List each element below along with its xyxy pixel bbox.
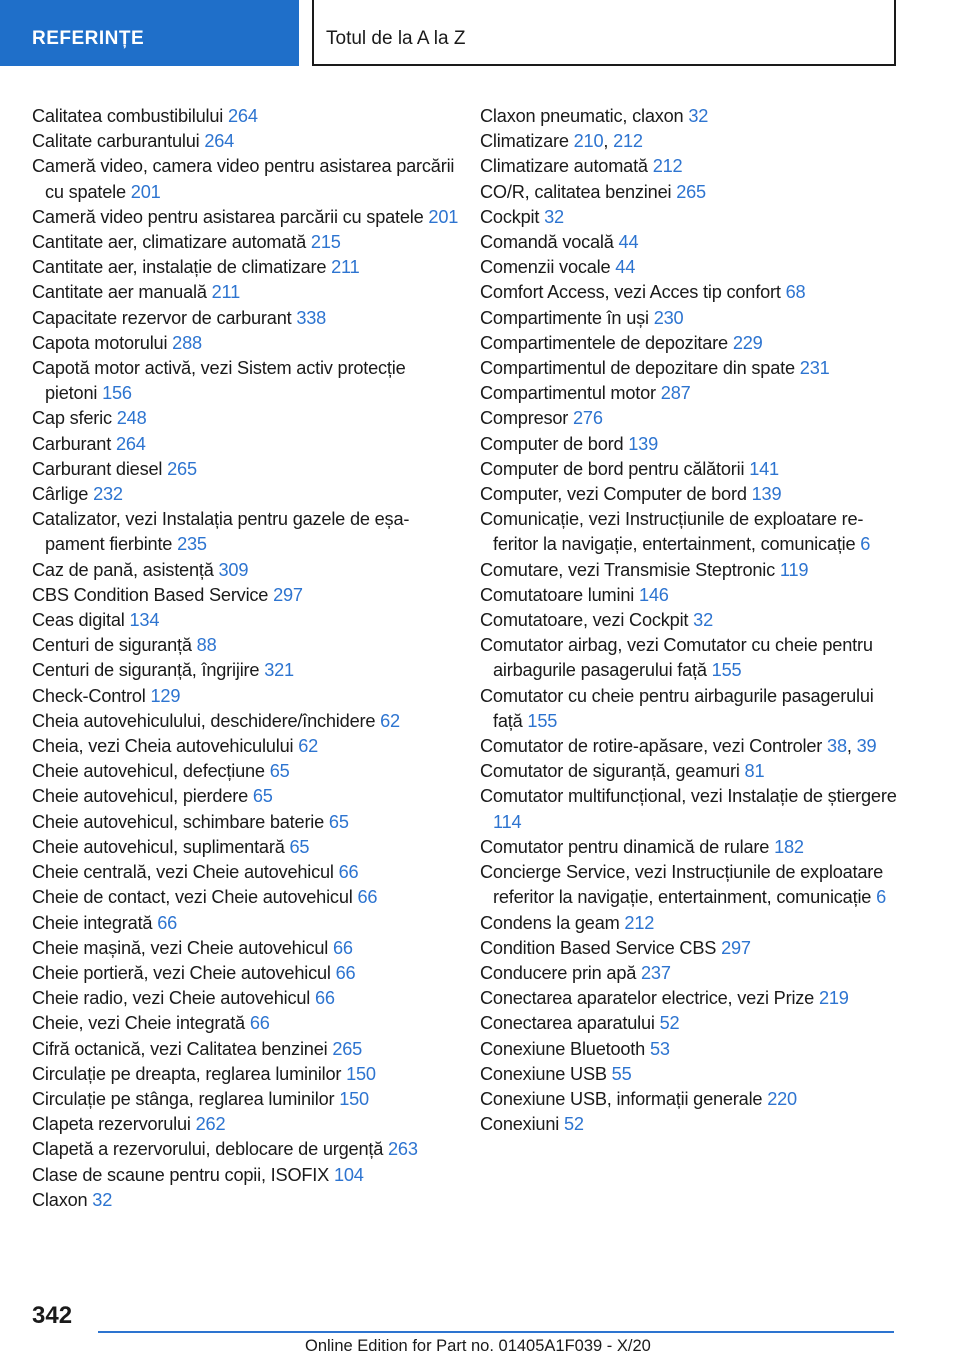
page-reference-link[interactable]: 139 — [628, 433, 659, 454]
page-reference-link[interactable]: 248 — [116, 408, 147, 429]
page-reference-link[interactable]: 104 — [333, 1164, 364, 1185]
index-entry — [480, 432, 900, 457]
index-entry — [480, 180, 900, 205]
page-reference-link[interactable]: 44 — [615, 257, 636, 278]
page-reference-link[interactable]: 297 — [721, 937, 751, 958]
page-header — [0, 0, 960, 66]
index-entry-text: Clapetă a rezervorului, deblocare de urgență — [32, 1139, 384, 1160]
index-entry-text: Centuri de siguranță, îngrijire — [32, 660, 260, 681]
index-entry-text: Concierge Service, vezi Instrucțiunile de exploatare referitor la navigație, entertainment, comunicație — [480, 862, 884, 908]
index-entry — [480, 784, 900, 834]
page-reference-link[interactable]: 65 — [328, 811, 349, 832]
index-entry-text: Cameră video, camera video pentru asistarea parcării cu spatele — [32, 156, 455, 202]
page-reference-link[interactable]: 6 — [876, 887, 886, 908]
index-entry — [32, 1037, 462, 1062]
index-entry — [32, 255, 462, 280]
index-entry-text: Comenzii vocale — [480, 257, 611, 278]
index-entry — [32, 356, 462, 406]
index-entry-text: Compresor — [480, 408, 569, 429]
index-entry-text: Cheie mașină, vezi Cheie autovehicul — [32, 937, 329, 958]
footer-edition-text: Online Edition for Part no. 01405A1F039 - X/20 — [305, 1337, 651, 1355]
page-reference-link[interactable]: 182 — [774, 836, 804, 857]
index-entry — [480, 356, 900, 381]
index-entry-text: Comutatoare lumini — [480, 584, 635, 605]
index-entry-text: Claxon — [32, 1189, 88, 1210]
chapter-title-box — [312, 0, 896, 66]
index-entry — [480, 306, 900, 331]
index-entry — [32, 885, 462, 910]
index-entry-text: Capotă motor activă, vezi Sistem activ protecție pietoni — [32, 358, 406, 404]
index-entry-text: Capacitate rezervor de carburant — [32, 307, 292, 328]
index-entry-text: Comutare, vezi Transmisie Steptronic — [480, 559, 776, 580]
page-reference-link[interactable]: 321 — [264, 660, 294, 681]
index-entry — [32, 1163, 462, 1188]
index-entry-text: Cheie centrală, vezi Cheie autovehicul — [32, 862, 334, 883]
index-entry-text: Conectarea aparatelor electrice, vezi Prize — [480, 988, 815, 1009]
index-entry-text: Circulație pe stânga, reglarea luminilor — [32, 1088, 335, 1109]
index-entry — [32, 1112, 462, 1137]
page-reference-link[interactable]: 52 — [659, 1013, 680, 1034]
page-reference-link[interactable]: 119 — [779, 559, 809, 580]
page-reference-link[interactable]: 65 — [252, 786, 273, 807]
page-reference-link[interactable]: 141 — [749, 458, 779, 479]
index-entry — [480, 406, 900, 431]
index-entry — [32, 1011, 462, 1036]
page-reference-link[interactable]: 237 — [641, 962, 671, 983]
index-entry-text: Comutatoare, vezi Cockpit — [480, 610, 689, 631]
index-entry-text: Comutator de rotire-apăsare, vezi Controler — [480, 736, 823, 757]
index-entry — [480, 230, 900, 255]
chapter-title: Totul de la A la Z — [326, 28, 466, 49]
index-entry-text: Computer de bord — [480, 433, 624, 454]
page-reference-link[interactable]: 309 — [218, 559, 249, 580]
page-reference-link[interactable]: 211 — [211, 282, 241, 303]
index-entry-text: CO/R, calitatea benzinei — [480, 181, 672, 202]
index-entry-text: Comutator multifuncțional, vezi Instalație de știergere — [480, 786, 897, 807]
index-entry-text: Cantitate aer, instalație de climatizare — [32, 257, 327, 278]
index-entry — [32, 860, 462, 885]
index-entry — [32, 104, 462, 129]
page-reference-link[interactable]: 263 — [388, 1139, 418, 1160]
page-number: 342 — [32, 1302, 73, 1329]
page-reference-link[interactable]: 210 — [573, 131, 604, 152]
index-entry-text: Calitatea combustibilului — [32, 106, 224, 126]
index-entry-text: Cheie portieră, vezi Cheie autovehicul — [32, 962, 331, 983]
index-entry-text: Climatizare automată — [480, 156, 648, 177]
index-entry-text: Clapeta rezervorului — [32, 1114, 191, 1135]
section-tab[interactable] — [0, 0, 299, 66]
index-entry — [480, 457, 900, 482]
page-reference-link[interactable]: 150 — [339, 1088, 369, 1109]
page-reference-link[interactable]: 230 — [653, 307, 684, 328]
index-entry — [480, 280, 900, 305]
index-entry-text: Cheie autovehicul, defecțiune — [32, 761, 265, 782]
index-entry-text: Condens la geam — [480, 912, 620, 933]
index-entry — [480, 860, 900, 910]
page-reference-link[interactable]: 32 — [92, 1189, 113, 1210]
index-entry-text: Comunicație, vezi Instrucțiunile de exploatare referitor la navigație, entertainment, comunicație — [480, 509, 864, 555]
index-entry — [32, 608, 462, 633]
page-reference-link[interactable]: 212 — [652, 156, 683, 177]
page-reference-link[interactable]: 155 — [527, 710, 558, 731]
page-reference-link[interactable]: 114 — [493, 811, 522, 832]
index-entry — [32, 1062, 462, 1087]
page-reference-link[interactable]: 156 — [102, 383, 132, 404]
page-reference-link[interactable]: 39 — [856, 736, 877, 757]
index-entry-text: Cheie autovehicul, schimbare baterie — [32, 811, 325, 832]
page-reference-link[interactable]: 88 — [196, 635, 217, 656]
index-entry — [480, 104, 900, 129]
index-entry-text: Comutator pentru dinamică de rulare — [480, 836, 770, 857]
index-column-right — [480, 104, 900, 1137]
page-reference-link[interactable]: 134 — [129, 610, 160, 631]
page-reference-link[interactable]: 262 — [195, 1114, 226, 1135]
index-entry — [32, 154, 462, 204]
page-reference-link[interactable]: 229 — [732, 332, 763, 353]
index-entry-text: Ceas digital — [32, 610, 125, 631]
index-entry — [32, 280, 462, 305]
index-entry — [480, 482, 900, 507]
index-entry-text: Cheia, vezi Cheia autovehiculului — [32, 736, 294, 757]
index-entry — [480, 1087, 900, 1112]
index-entry — [32, 784, 462, 809]
index-entry — [480, 936, 900, 961]
page-reference-link[interactable]: 155 — [711, 660, 742, 681]
index-entry — [32, 911, 462, 936]
page-reference-link[interactable]: 215 — [310, 232, 341, 253]
page-reference-link[interactable]: 6 — [860, 534, 871, 555]
index-entry — [32, 331, 462, 356]
index-entry — [32, 936, 462, 961]
index-entry-text: Cheie de contact, vezi Cheie autovehicul — [32, 887, 353, 908]
index-entry — [32, 1087, 462, 1112]
index-entry — [32, 406, 462, 431]
page-reference-link[interactable]: 338 — [296, 307, 327, 328]
page-reference-link[interactable]: 265 — [167, 458, 197, 479]
index-entry — [480, 911, 900, 936]
index-entry-text: CBS Condition Based Service — [32, 584, 269, 605]
index-entry-text: Cantitate aer, climatizare automată — [32, 232, 307, 253]
page-reference-link[interactable]: 264 — [204, 131, 235, 152]
page-reference-link[interactable]: 212 — [624, 912, 655, 933]
index-entry — [32, 507, 462, 557]
index-entry — [480, 381, 900, 406]
page-reference-link[interactable]: 66 — [157, 912, 178, 933]
index-entry-text: Capota motorului — [32, 332, 168, 353]
page-reference-link[interactable]: 62 — [298, 736, 319, 757]
index-entry-text: Cheie autovehicul, pierdere — [32, 786, 249, 807]
index-column-left — [32, 104, 462, 1213]
index-entry-text: Compartimentul motor — [480, 383, 656, 404]
page-reference-link[interactable]: 66 — [332, 937, 353, 958]
index-entry-text: Comutator airbag, vezi Comutator cu cheie pentru airbagurile pasagerului față — [480, 635, 873, 681]
page-reference-link[interactable]: 32 — [688, 106, 709, 126]
page-reference-link[interactable]: 211 — [331, 257, 360, 278]
index-entry — [480, 1062, 900, 1087]
index-entry — [32, 457, 462, 482]
page-reference-link[interactable]: 129 — [150, 685, 181, 706]
index-entry-text: Catalizator, vezi Instalația pentru gazele de eșapament fierbinte — [32, 509, 410, 555]
index-entry — [32, 734, 462, 759]
index-entry — [480, 583, 900, 608]
index-entry — [32, 306, 462, 331]
page-reference-link[interactable]: 201 — [428, 206, 459, 227]
index-entry — [480, 961, 900, 986]
index-entry-text: Check-Control — [32, 685, 146, 706]
index-entry: Comutator de rotire-apăsare, vezi Controler 38, 39 — [480, 736, 877, 757]
page-reference-link[interactable]: 66 — [357, 887, 378, 908]
index-entry-text: Centuri de siguranță — [32, 635, 192, 656]
index-entry-text: Calitate carburantului — [32, 131, 200, 152]
page-reference-link[interactable]: 287 — [660, 383, 691, 404]
page-reference-link[interactable]: 81 — [744, 761, 765, 782]
index-entry-text: Clase de scaune pentru copii, ISOFIX — [32, 1164, 330, 1185]
index-entry-text: Conectarea aparatului — [480, 1013, 655, 1034]
index-entry — [32, 835, 462, 860]
index-entry-text: Compartimentul de depozitare din spate — [480, 358, 795, 379]
index-entry — [480, 1112, 900, 1137]
page-reference-link[interactable]: 44 — [618, 232, 639, 253]
index-entry: Climatizare 210, 212 — [480, 131, 643, 152]
index-entry-text: Carburant — [32, 433, 112, 454]
index-entry-text: Cantitate aer manuală — [32, 282, 207, 303]
index-entry — [480, 331, 900, 356]
page-reference-link[interactable]: 65 — [289, 836, 310, 857]
index-entry — [480, 154, 900, 179]
index-entry — [480, 835, 900, 860]
index-entry-text: Cap sferic — [32, 408, 112, 429]
page-reference-link[interactable]: 265 — [332, 1038, 363, 1059]
index-entry-text: Claxon pneumatic, claxon — [480, 106, 684, 126]
index-entry-text: Computer, vezi Computer de bord — [480, 484, 747, 505]
index-entry-text: Conexiune USB — [480, 1063, 607, 1084]
page-reference-link[interactable]: 288 — [172, 332, 202, 353]
index-entry — [480, 633, 900, 683]
index-entry — [32, 1137, 462, 1162]
index-entry-text: Cheia autovehiculului, deschidere/închidere — [32, 710, 376, 731]
index-entry-text: Computer de bord pentru călătorii — [480, 458, 745, 479]
page-reference-link[interactable]: 139 — [751, 484, 782, 505]
index-entry — [32, 810, 462, 835]
page-reference-link[interactable]: 62 — [380, 710, 400, 731]
index-entry-text: Cameră video pentru asistarea parcării cu spatele — [32, 206, 424, 227]
index-entry-text: Climatizare — [480, 131, 569, 152]
index-entry — [32, 432, 462, 457]
index-entry-text: Conexiune USB, informații generale — [480, 1088, 763, 1109]
index-entry — [32, 961, 462, 986]
index-entry — [480, 1011, 900, 1036]
index-entry — [480, 205, 900, 230]
page-reference-link[interactable]: 32 — [544, 206, 564, 227]
page-reference-link[interactable]: 265 — [676, 181, 706, 202]
page-reference-link[interactable]: 32 — [693, 610, 713, 631]
page-reference-link[interactable]: 65 — [269, 761, 290, 782]
index-entry — [32, 583, 462, 608]
index-entry — [32, 230, 462, 255]
index-entry — [32, 558, 462, 583]
page-reference-link[interactable]: 231 — [799, 358, 830, 379]
page-reference-link[interactable]: 220 — [767, 1088, 797, 1109]
index-entry-text: Comutator cu cheie pentru airbagurile pasagerului față — [480, 685, 874, 731]
index-entry — [32, 633, 462, 658]
index-entry-text: Compartimente în uși — [480, 307, 649, 328]
index-entry — [480, 986, 900, 1011]
page-reference-link[interactable]: 146 — [638, 584, 669, 605]
index-entry — [32, 658, 462, 683]
index-entry-text: Conexiune Bluetooth — [480, 1038, 646, 1059]
page-reference-link[interactable]: 264 — [227, 106, 258, 126]
section-label: REFERINȚE — [32, 28, 145, 49]
page-reference-link[interactable]: 212 — [613, 131, 643, 152]
page-reference-link[interactable]: 55 — [611, 1063, 632, 1084]
index-entry — [32, 759, 462, 784]
index-entry-text: Cockpit — [480, 206, 540, 227]
index-entry-text: Comfort Access, vezi Acces tip confort — [480, 282, 781, 303]
page-reference-link[interactable]: 264 — [115, 433, 146, 454]
index-entry-text: Cheie, vezi Cheie integrată — [32, 1013, 245, 1034]
index-entry — [480, 1037, 900, 1062]
index-entry-text: Conexiuni — [480, 1114, 560, 1135]
index-entry — [32, 709, 462, 734]
index-entry — [480, 759, 900, 784]
page-reference-link[interactable]: 66 — [338, 862, 359, 883]
page-reference-link[interactable]: 66 — [314, 988, 335, 1009]
page-reference-link[interactable]: 297 — [273, 584, 303, 605]
page-reference-link[interactable]: 66 — [249, 1013, 270, 1034]
page-reference-link[interactable]: 201 — [130, 181, 161, 202]
footer-divider — [98, 1331, 894, 1333]
index-entry-text: Carburant diesel — [32, 458, 163, 479]
page-reference-link[interactable]: 68 — [785, 282, 806, 303]
index-entry-text: Caz de pană, asistență — [32, 559, 214, 580]
page-reference-link[interactable]: 150 — [346, 1063, 376, 1084]
page-reference-link[interactable]: 232 — [93, 484, 123, 505]
index-entry — [32, 482, 462, 507]
index-entry — [32, 205, 462, 230]
page-reference-link[interactable]: 66 — [335, 962, 356, 983]
index-entry — [32, 684, 462, 709]
page-reference-link[interactable]: 235 — [177, 534, 207, 555]
index-entry — [480, 608, 900, 633]
index-entry — [480, 558, 900, 583]
index-entry-text: Cifră octanică, vezi Calitatea benzinei — [32, 1038, 328, 1059]
index-entry-text: Circulație pe dreapta, reglarea luminilor — [32, 1063, 342, 1084]
index-entry-text: Conducere prin apă — [480, 962, 637, 983]
index-entry-text: Cheie radio, vezi Cheie autovehicul — [32, 988, 311, 1009]
index-entry — [480, 255, 900, 280]
page-reference-link[interactable]: 38 — [827, 736, 847, 757]
index-entry — [32, 1188, 462, 1213]
index-entry — [480, 507, 900, 557]
page-reference-link[interactable]: 53 — [649, 1038, 670, 1059]
index-entry-text: Comutator de siguranță, geamuri — [480, 761, 740, 782]
index-entry — [480, 684, 900, 734]
page-reference-link[interactable]: 276 — [573, 408, 603, 429]
index-entry-text: Comandă vocală — [480, 232, 614, 253]
index-entry — [32, 129, 462, 154]
page-reference-link[interactable]: 219 — [818, 988, 849, 1009]
page-reference-link[interactable]: 52 — [563, 1114, 584, 1135]
index-entry-text: Compartimentele de depozitare — [480, 332, 728, 353]
index-entry — [32, 986, 462, 1011]
index-entry-text: Cârlige — [32, 484, 89, 505]
index-entry-text: Cheie integrată — [32, 912, 153, 933]
index-entry-text: Cheie autovehicul, suplimentară — [32, 836, 285, 857]
index-entry-text: Condition Based Service CBS — [480, 937, 717, 958]
